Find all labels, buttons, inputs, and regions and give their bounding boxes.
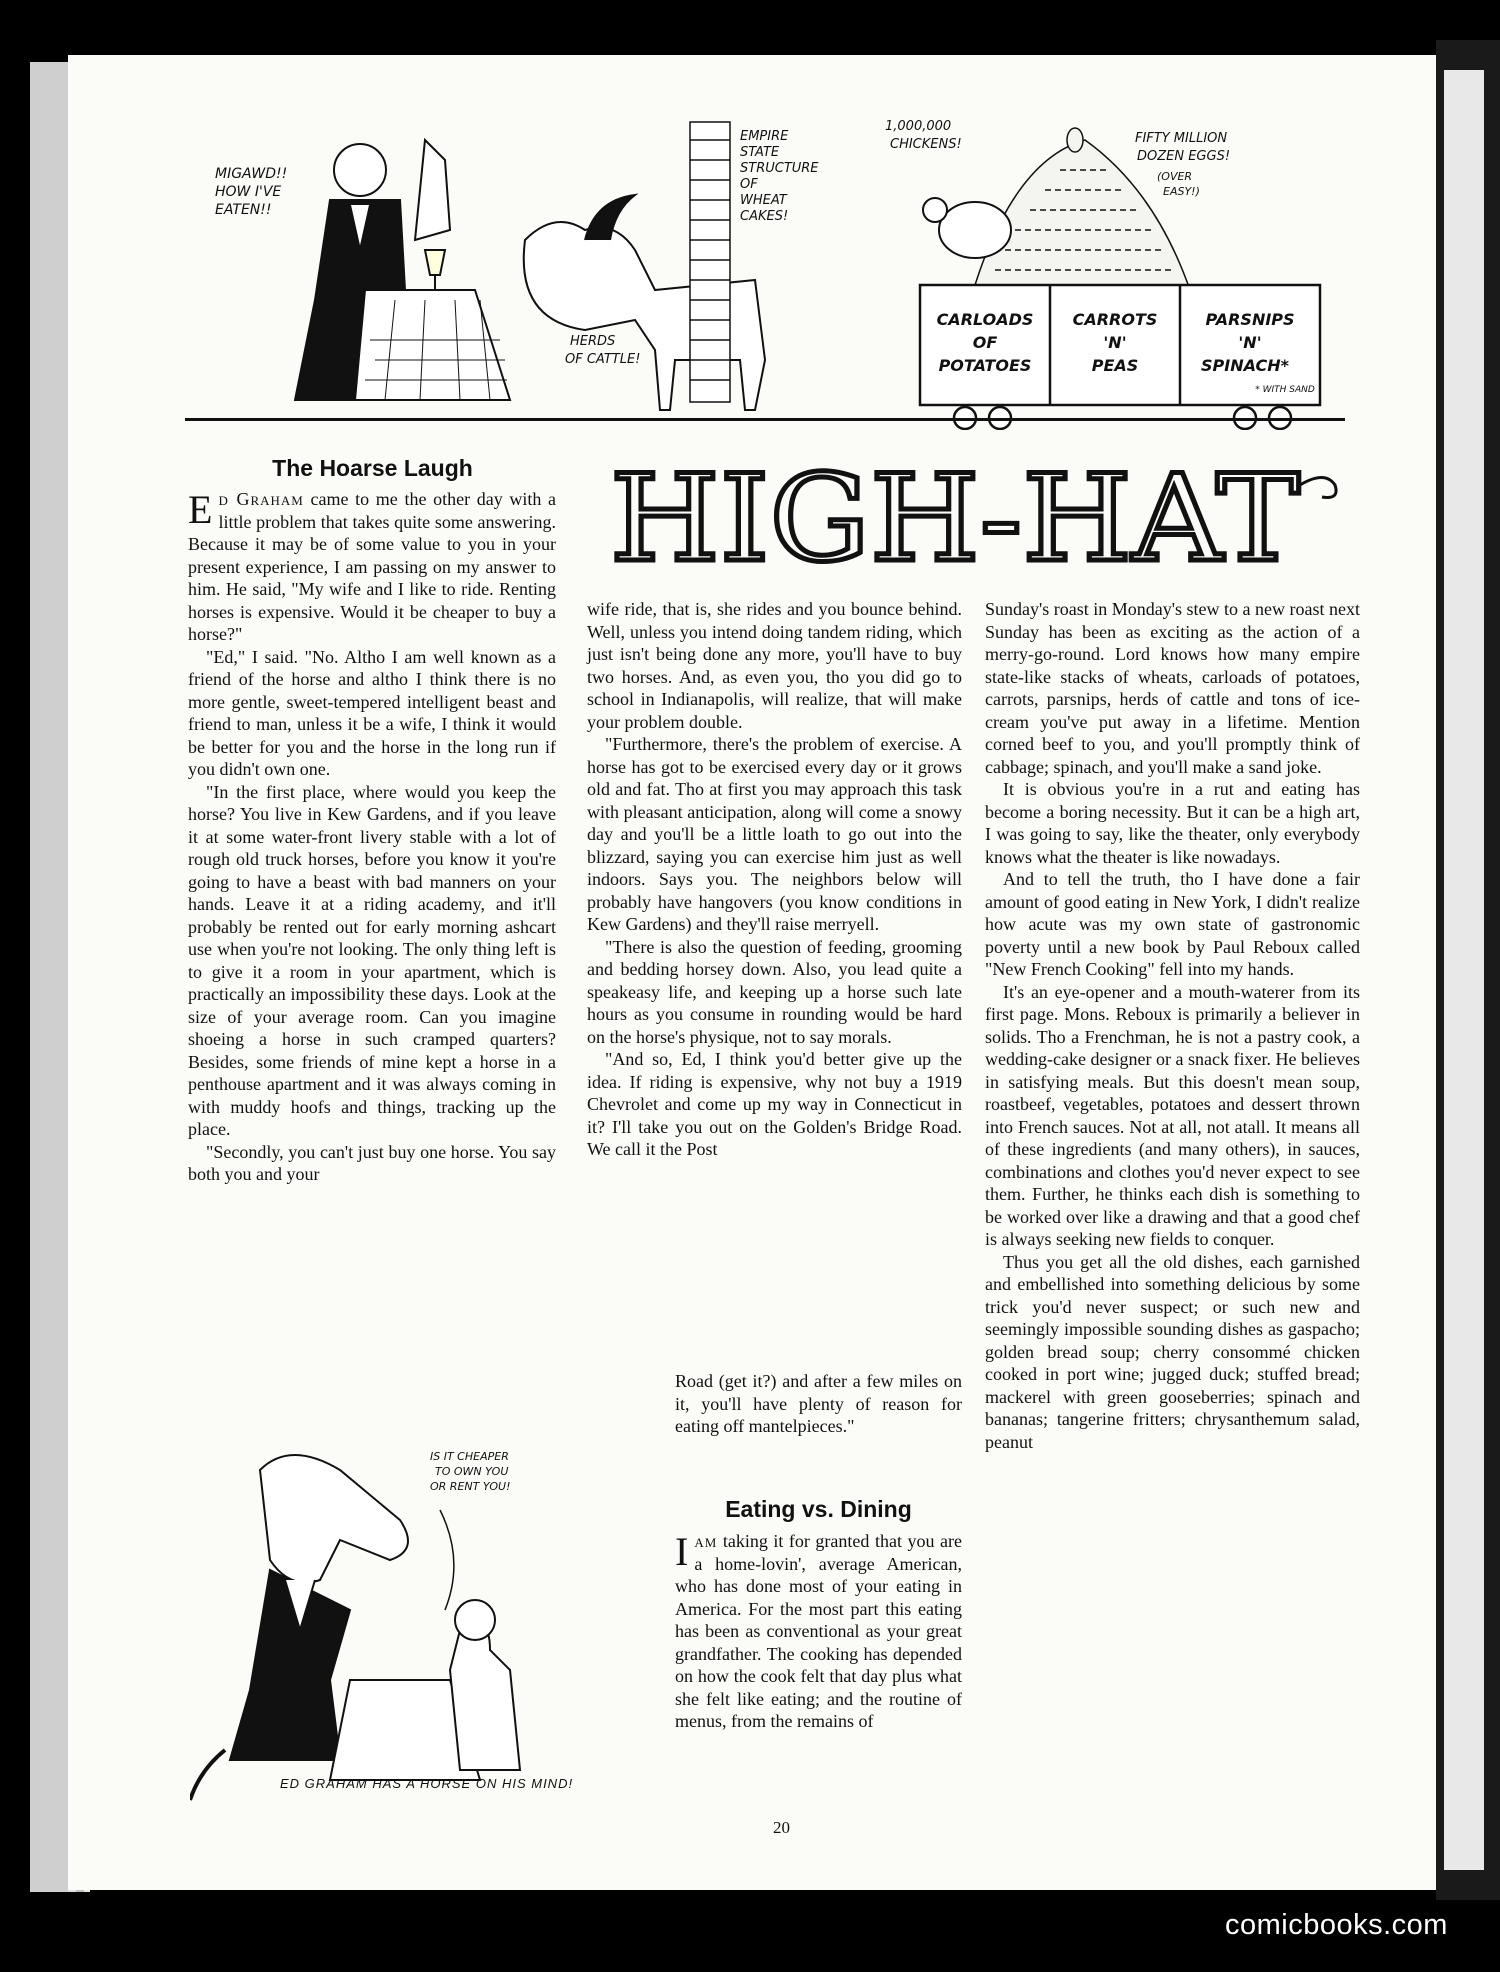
car-potatoes-2: OF [972, 333, 998, 352]
car-carrots-1: CARROTS [1072, 310, 1158, 329]
car-potatoes-1: CARLOADS [936, 310, 1034, 329]
paragraph: "In the first place, where would you keep the horse? You live in Kew Gardens, and if you leave it at some water-front livery stable with a lot of rough old truck horses, before you know it you're going to have a beast with bad manners on your hands. Leave it at a riding academy, and it'll probably be rented out for early morning ashcart use when you're not looking. The only thing left is to give it a room in your apartment, which is practically an impossibility these days. Look at the size of your average room. Can you imagine shoeing a horse in such cramped quarters? Besides, some friends of mine kept a horse in a penthouse apartment and it was always coming in with muddy hoofs and things, tracking up the place. [188, 781, 556, 1139]
paragraph: "There is also the question of feeding, grooming and bedding horsey down. Also, you lead quite a speakeasy life, and keeping up a horse such late hours as you consume in rounding would be hard on the horse's physique, not to say morals. [587, 936, 962, 1047]
speech-horse-2: TO OWN YOU [435, 1465, 509, 1478]
label-cattle-1: HERDS [570, 334, 616, 349]
speech-horse-1: IS IT CHEAPER [430, 1450, 509, 1463]
horse-cartoon [190, 1430, 660, 1820]
speech-man-line3: EATEN!! [215, 202, 272, 218]
paragraph: And to tell the truth, tho I have done a fair amount of good eating in New York, I didn't realize how acute was my own state of gastronomic poverty until a new book by Paul Reboux called "New French Cooking" fell into my hands. [985, 869, 1360, 979]
banner-ground-line [185, 418, 1345, 421]
paragraph [675, 1530, 962, 1733]
lead-small-caps: am [694, 1531, 718, 1551]
wheat-cakes-stack [690, 122, 730, 402]
car-carrots-2: 'N' [1103, 333, 1127, 352]
label-eggs-3: (OVER [1157, 170, 1193, 183]
dropcap: E [188, 487, 213, 532]
car-parsnips-1: PARSNIPS [1205, 310, 1295, 329]
horse-cartoon-caption: ED GRAHAM HAS A HORSE ON HIS MIND! [280, 1776, 574, 1791]
lead-small-caps: d Graham [218, 489, 304, 509]
speech-man-line2: HOW I'VE [215, 184, 282, 200]
label-chickens-2: CHICKENS! [890, 137, 962, 152]
man-figure [450, 1623, 520, 1770]
section-eating [675, 1530, 962, 1733]
paragraph [188, 488, 556, 646]
dropcap: I [675, 1529, 689, 1574]
label-chickens-1: 1,000,000 [885, 119, 952, 134]
paragraph: "And so, Ed, I think you'd better give up the idea. If riding is expensive, why not buy a 1919 Chevrolet and come up my way in Connecticut in it? I'll take you out on the Golden's Bridge Road. We call it the Post [587, 1049, 962, 1159]
paragraph: "Ed," I said. "No. Altho I am well known as a friend of the horse and altho I think there is no more gentle, sweet-tempered intelligent beast and friend to man, unless it be a wife, I think it would be better for you and the horse in the long run if you didn't own one. [188, 646, 556, 779]
headline-swash [1300, 478, 1336, 498]
paragraph: Sunday's roast in Monday's stew to a new roast next Sunday has been as exciting as the action of a merry-go-round. Lord knows how many empire state-like stacks of wheats, carloads of potatoes, carrots, parsnips, herds of cattle and tons of ice-cream you've put away in a lifetime. Mention corned beef to you, and you'll promptly think of cabbage; spinach, and you'll make a sand joke. [985, 599, 1360, 777]
binding-edge [1436, 40, 1500, 1900]
label-eggs-2: DOZEN EGGS! [1137, 149, 1231, 164]
car-parsnips-3: SPINACH* [1201, 356, 1289, 375]
paragraph: "Furthermore, there's the problem of exercise. A horse has got to be exercised every day or it grows old and fat. Tho at first you may approach this task with pleasant anticipation, along will come a snowy day and you'll be a little loath to go out into the blizzard, saying you can exercise him just as well indoors. Says you. The neighbors below will probably have hangovers (you know conditions in Kew Gardens) and they'll raise merryell. [587, 734, 962, 934]
column-3 [985, 598, 1360, 1453]
speech-man-line1: MIGAWD!! [215, 166, 288, 182]
label-eggs-1: FIFTY MILLION [1135, 131, 1228, 146]
label-cakes-4: OF [740, 177, 758, 192]
headline-text: HIGH-HAT [610, 455, 1300, 589]
paragraph-text: came to me the other day with a little problem that takes quite some answering. Because it may be of some value to you in your present experience, I am passing on my answer to him. He said, "My wife and I like to ride. Renting horses is expensive. Would it be cheaper to buy a horse?" [188, 489, 556, 644]
car-potatoes-3: POTATOES [938, 356, 1032, 375]
label-eggs-4: EASY!) [1163, 185, 1200, 198]
column-2 [587, 598, 962, 1161]
label-cakes-1: EMPIRE [740, 129, 789, 144]
paragraph: It is obvious you're in a rut and eating has become a boring necessity. But it can be a high art, I was going to say, like the theater, only everybody knows what the theater is like nowadays. [985, 779, 1360, 867]
horse-head [260, 1455, 408, 1583]
label-cattle-2: OF CATTLE! [565, 352, 641, 367]
label-cakes-6: CAKES! [740, 209, 789, 224]
banner-cartoon [115, 100, 1355, 430]
headline-high-hat [600, 455, 1340, 595]
paragraph: Road (get it?) and after a few miles on it, you'll have plenty of reason for eating off mantelpieces." [675, 1371, 962, 1436]
paragraph: "Secondly, you can't just buy one horse. You say both you and your [188, 1141, 556, 1184]
label-cakes-3: STRUCTURE [740, 161, 819, 176]
paragraph: Thus you get all the old dishes, each garnished and embellished into something delicious by some trick you'd never suspect; or such new and seemingly impossible sounding dishes as gaspacho; golden bread soup; cherry consommé chicken cooked in port wine; jugged duck; stuffed bread; mackerel with green gooseberries; spinach and bananas; tangerine fritters; chrysanthemum salad, peanut [985, 1251, 1360, 1452]
page-number: 20 [773, 1818, 790, 1837]
heading-hoarse-laugh: The Hoarse Laugh [272, 455, 473, 481]
heading-eating-vs-dining: Eating vs. Dining [725, 1496, 912, 1522]
label-cakes-5: WHEAT [740, 193, 787, 208]
speech-horse-3: OR RENT YOU! [430, 1480, 511, 1493]
car-carrots-3: PEAS [1091, 356, 1139, 375]
car-parsnips-2: 'N' [1238, 333, 1262, 352]
horse-tail [190, 1750, 225, 1800]
paragraph-text: taking it for granted that you are a home-lovin', average American, who has done most of your eating in America. For the most part this eating has been as conventional as your great grandfather. The cooking has depended on how the cook felt that day plus what she felt like eating; and the routine of menus, from the remains of [675, 1531, 963, 1731]
paragraph: wife ride, that is, she rides and you bounce behind. Well, unless you intend doing tandem riding, which just isn't being done any more, you'll have to buy two horses. And, as even you, tho you did go to school in Indianapolis, will realize, that will make your problem double. [587, 599, 962, 732]
label-cakes-2: STATE [740, 145, 780, 160]
column-1 [188, 488, 556, 1186]
paragraph: It's an eye-opener and a mouth-waterer from its first page. Mons. Reboux is primarily a believer in solids. Tho a Frenchman, he is not a pastry cook, a wedding-cake designer or a snack fixer. He believes in satisfying meals. But this doesn't mean soup, roastbeef, vegetables, potatoes and dessert thrown into French sauces. Not at all, not atall. It means all of these ingredients (and many others), in sauces, combinations and clothes you'd never expect to see them. Further, he thinks each dish is something to be worked over like a drawing and that a good chef is always seeking new fields to conquer. [985, 981, 1360, 1249]
watermark: comicbooks.com [1225, 1909, 1448, 1941]
chicken-figure [923, 198, 1011, 258]
column-2-tail [675, 1370, 962, 1438]
car-note: * WITH SAND [1255, 385, 1315, 395]
